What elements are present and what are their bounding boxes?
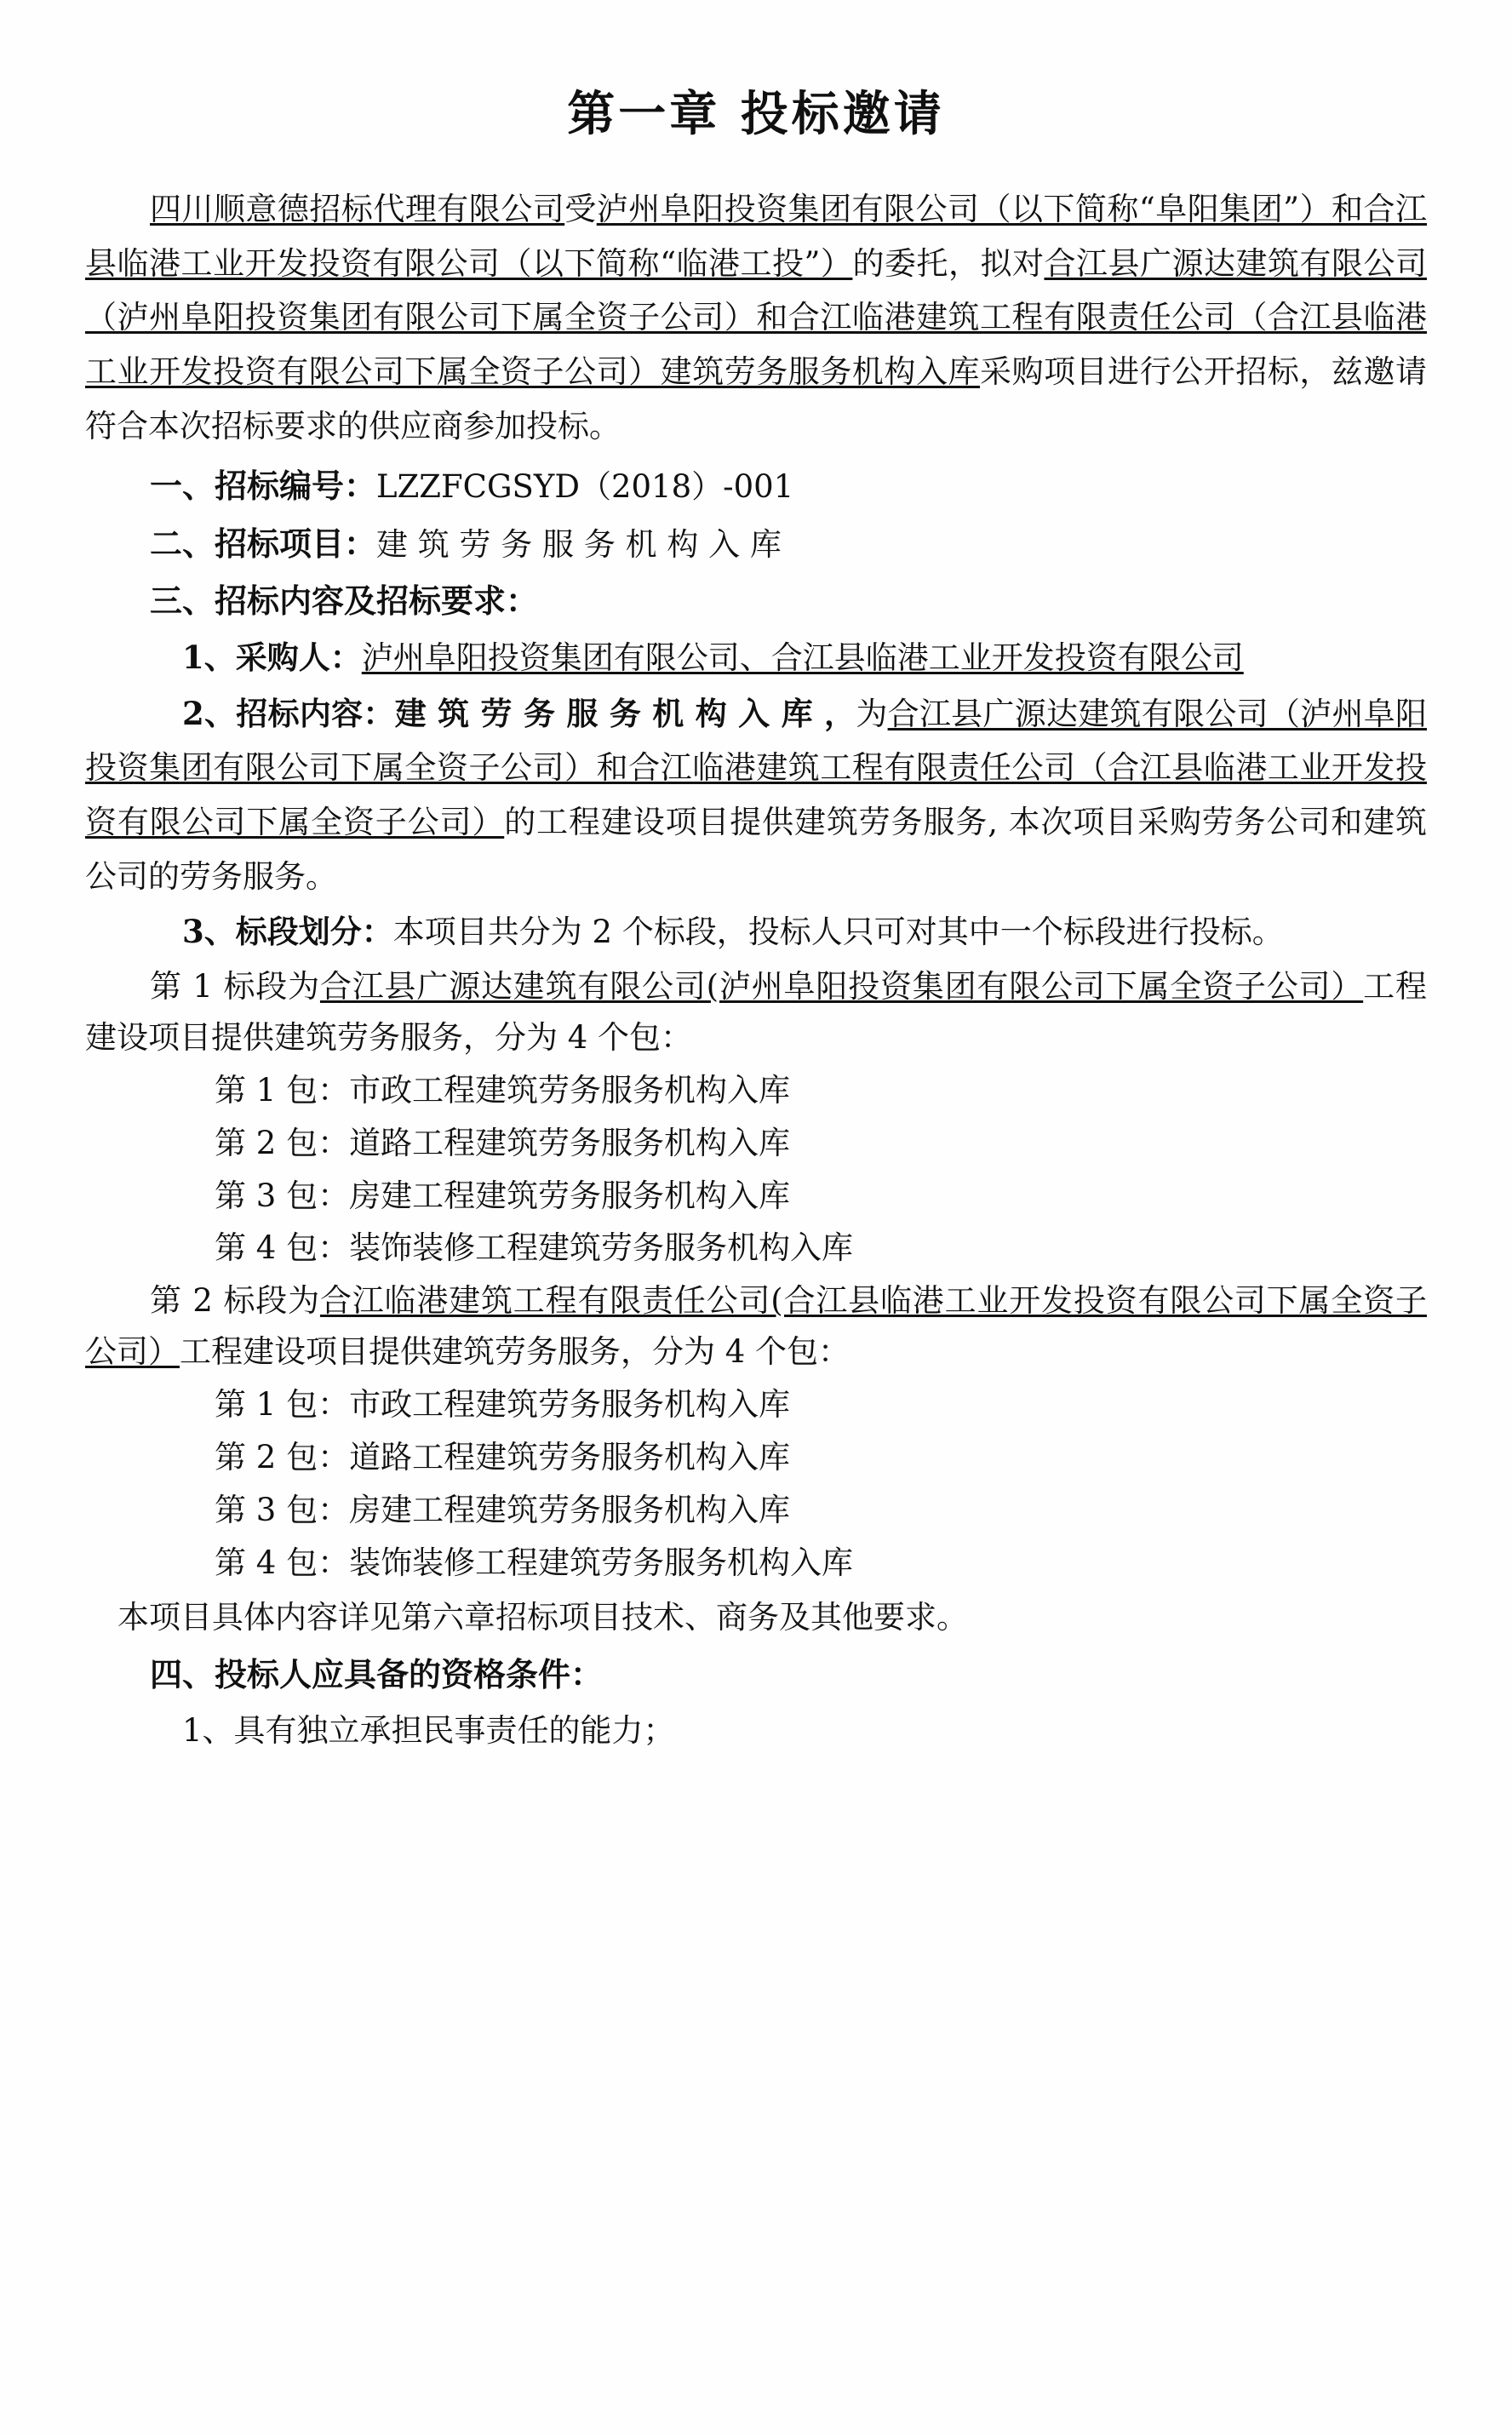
document-body <box>85 182 1427 1758</box>
item-3-sub-2-connector: 为 <box>856 695 888 732</box>
lot-2-company: 合江临港建筑工程有限责任公司(合江县临港工业开发投资有限公司下属全资子公司） <box>85 1282 1427 1371</box>
footer-note: 本项目具体内容详见第六章招标项目技术、商务及其他要求。 <box>117 1599 968 1636</box>
lot-1-package-3: 第 3 包：房建工程建筑劳务服务机构入库 <box>215 1177 791 1214</box>
lot-2-package-4: 第 4 包：装饰装修工程建筑劳务服务机构入库 <box>215 1544 854 1582</box>
lot-2-heading <box>85 1275 1427 1378</box>
item-3-sub-2-companies: 合江县广源达建筑有限公司（泸州阜阳投资集团有限公司下属全资子公司）和合江临港建筑工程有限责任公司（合江县临港工业开发投资有限公司下属全资子公司） <box>85 695 1428 840</box>
item-3-sub-2-label: 2、招标内容： <box>182 694 395 732</box>
page-title: 第一章 投标邀请 <box>567 86 945 142</box>
item-3-label: 三、招标内容及招标要求： <box>150 582 539 621</box>
lot-1-package-1: 第 1 包：市政工程建筑劳务服务机构入库 <box>215 1071 791 1109</box>
item-3-sub-3-label: 3、标段划分： <box>182 913 393 951</box>
item-3-sub-1 <box>85 631 1427 685</box>
item-3-sub-3 <box>85 905 1427 960</box>
item-2-value: 建 筑 劳 务 服 务 机 构 入 库 <box>376 525 782 563</box>
lot-1-prefix: 第 1 标段为 <box>150 967 320 1005</box>
intro-project-scope: 合江县广源达建筑有限公司（泸州阜阳投资集团有限公司下属全资子公司）和合江临港建筑工程有限责任公司（合江县临港工业开发投资有限公司下属全资子公司）建筑劳务服务机构入库 <box>85 244 1428 390</box>
intro-owners: 泸州阜阳投资集团有限公司（以下简称“阜阳集团”）和合江县临港工业开发投资有限公司（以下简称“临港工投”） <box>85 191 1427 282</box>
item-3 <box>85 573 1427 629</box>
item-3-sub-2-tail: 的工程建设项目提供建筑劳务服务, 本次项目采购劳务公司和建筑公司的劳务服务。 <box>85 803 1427 895</box>
intro-tail: 采购项目进行公开招标，兹邀请符合本次招标要求的供应商参加投标。 <box>85 352 1428 444</box>
item-3-sub-1-label: 1、采购人： <box>182 639 362 676</box>
lot-2-package-2: 第 2 包：道路工程建筑劳务服务机构入库 <box>215 1439 791 1476</box>
lot-2-prefix: 第 2 标段为 <box>150 1282 320 1320</box>
intro-agency: 四川顺意德招标代理有限公司 <box>150 191 565 227</box>
item-1 <box>85 458 1427 514</box>
item-2 <box>85 516 1427 572</box>
lot-2-package-1: 第 1 包：市政工程建筑劳务服务机构入库 <box>215 1386 791 1424</box>
item-1-label: 一、招标编号： <box>150 467 377 506</box>
lot-2-suffix: 工程建设项目提供建筑劳务服务，分为 4 个包： <box>180 1333 850 1371</box>
item-1-value: LZZFCGSYD（2018）-001 <box>376 468 794 506</box>
lot-1-package-2: 第 2 包：道路工程建筑劳务服务机构入库 <box>215 1124 791 1161</box>
lot-1-heading <box>85 961 1427 1063</box>
item-3-sub-1-value: 泸州阜阳投资集团有限公司、合江县临港工业开发投资有限公司 <box>361 639 1244 676</box>
item-4-sub-1: 1、具有独立承担民事责任的能力； <box>182 1711 675 1749</box>
intro-connector-1: 受 <box>564 191 597 227</box>
lot-1-suffix: 工程建设项目提供建筑劳务服务，分为 4 个包： <box>85 967 1427 1056</box>
item-4: 四、投标人应具备的资格条件： <box>150 1654 604 1693</box>
lot-1-package-4: 第 4 包：装饰装修工程建筑劳务服务机构入库 <box>215 1229 854 1267</box>
intro-paragraph <box>85 182 1427 453</box>
item-2-label: 二、招标项目： <box>150 524 377 563</box>
lot-2-package-3: 第 3 包：房建工程建筑劳务服务机构入库 <box>215 1492 791 1529</box>
lot-1-company: 合江县广源达建筑有限公司(泸州阜阳投资集团有限公司下属全资子公司） <box>319 967 1364 1005</box>
intro-connector-2: 的委托，拟对 <box>852 244 1045 282</box>
item-3-sub-3-value: 本项目共分为 2 个标段，投标人只可对其中一个标段进行投标。 <box>392 914 1284 951</box>
item-3-sub-2-value: 建 筑 劳 务 服 务 机 构 入 库 ， <box>394 694 856 732</box>
item-3-sub-2 <box>85 687 1427 904</box>
